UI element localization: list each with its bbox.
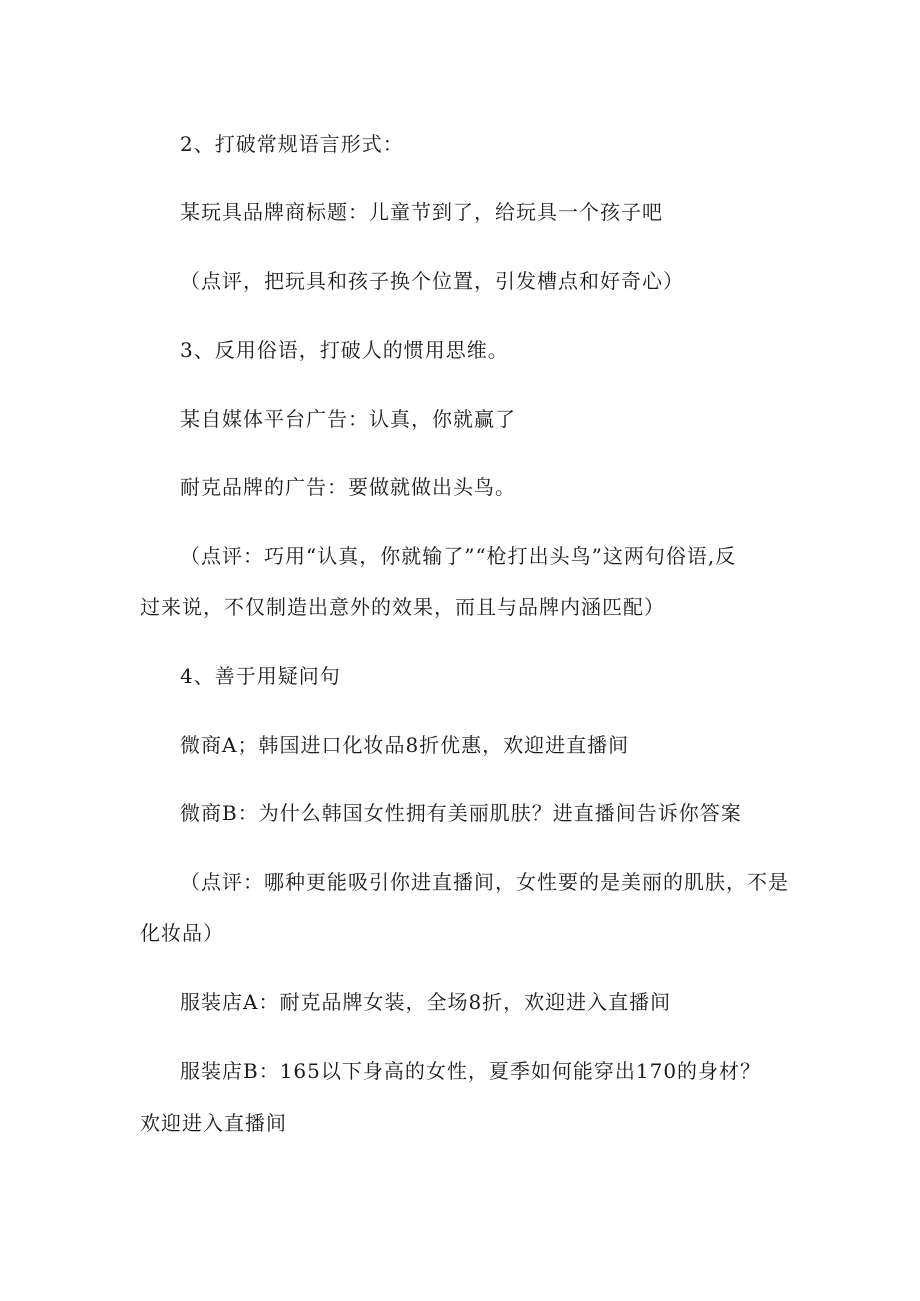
example-nike-ad: 耐克品牌的广告：要做就做出头鸟。 <box>180 475 516 499</box>
example-clothing-b-line-2: 欢迎进入直播间 <box>140 1111 287 1135</box>
heading-2: 2、打破常规语言形式： <box>180 132 404 156</box>
example-wechat-a: 微商A；韩国进口化妆品8折优惠，欢迎进直播间 <box>180 733 630 757</box>
remark-3-line-1: （点评：哪种更能吸引你进直播间，女性要的是美丽的肌肤，不是 <box>180 870 789 894</box>
heading-4: 4、善于用疑问句 <box>180 664 341 688</box>
remark-1: （点评，把玩具和孩子换个位置，引发槽点和好奇心） <box>180 269 684 293</box>
heading-3: 3、反用俗语，打破人的惯用思维。 <box>180 338 509 362</box>
example-media-ad: 某自媒体平台广告：认真，你就赢了 <box>180 407 516 431</box>
example-toy-title: 某玩具品牌商标题：儿童节到了，给玩具一个孩子吧 <box>180 200 663 224</box>
example-clothing-b-line-1: 服装店B：165以下身高的女性，夏季如何能穿出170的身材？ <box>180 1059 762 1083</box>
example-clothing-a: 服装店A：耐克品牌女装，全场8折，欢迎进入直播间 <box>180 990 672 1014</box>
example-wechat-b: 微商B：为什么韩国女性拥有美丽肌肤？进直播间告诉你答案 <box>180 801 742 825</box>
remark-2-line-2: 过来说，不仅制造出意外的效果，而且与品牌内涵匹配） <box>140 595 665 619</box>
remark-2-line-1: （点评：巧用“认真，你就输了”“枪打出头鸟”这两句俗语,反 <box>180 544 737 568</box>
remark-3-line-2: 化妆品） <box>140 921 224 945</box>
